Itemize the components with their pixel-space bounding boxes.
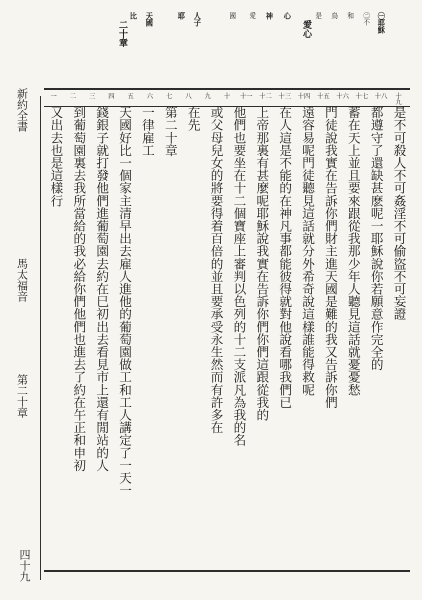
text-column: 門徒說我實在告訴你們財主進天國是難的我又告訴你們 [322,106,338,409]
verse-number: 十九 [395,93,402,107]
top-note-4: 鳥 [329,12,338,19]
bottom-rule [44,570,410,572]
verse-number: 十三 [278,93,292,100]
top-note-8: 愛 [247,12,256,19]
text-column: 都遵守了還缺甚麽呢一耶穌說你若願意作完全的 [368,106,384,371]
top-note-6: 心 [283,12,293,20]
margin-divider [40,96,41,580]
text-column: 又出去也是這樣行 [48,106,64,207]
verse-number: 六 [146,93,154,100]
text-column: 他們也要坐在十二個寶座上審判以色列的十二支派凡為我的名 [231,106,247,447]
verse-number: 九 [204,93,211,100]
verse-number-row [44,94,410,106]
top-heart-label: 愛心 [301,20,311,38]
top-note-1: ㊀耶穌 [377,12,387,34]
page-number: 四十九 [18,549,31,582]
running-head-gospel: 馬太福音 [15,258,29,302]
text-column: 第二十章 [162,106,178,157]
running-head [16,88,30,568]
verse-number: 十八 [374,93,388,100]
running-head-book: 新約全書 [15,88,29,132]
verse-number: 十五 [317,93,330,100]
top-rule [44,88,410,90]
verse-number: 七 [166,93,173,100]
running-head-chapter: 第二十章 [15,374,29,418]
text-column: 是不可殺人不可姦淫不可偷盜不可妄證 [391,106,407,321]
verse-number: 十六 [336,93,349,100]
main-text-body [44,106,410,568]
top-note-5: 是 [313,12,322,19]
verse-number: 一 [50,93,57,100]
top-chapter-label: 二十章 [117,20,127,47]
text-column: 上帝那裏有甚麼呢耶穌說我實在告訴你們你們這跟從我的 [254,106,270,421]
verse-number: 十 [223,93,231,100]
top-note-7: 神 [265,12,275,20]
text-column: 到葡萄園裏去我所當給的我必給你們他們也進去了約在午正和申初 [71,106,87,472]
text-column: 遠容易呢門徒聽見這話就分外希奇說這樣誰能得救呢 [300,106,316,396]
verse-number: 四 [108,93,115,100]
text-column: 錢銀子就打發他們進葡萄園去約在巳初出去看見市上還有閒站的人 [94,106,110,472]
top-annotation-strip [44,12,410,92]
text-column: 在先 [185,106,201,132]
verse-number: 二 [69,93,77,100]
text-column: 蓄在天上並且要來跟從我那少年人聽見這話就憂憂愁 [345,106,361,396]
verse-number: 十七 [355,93,369,100]
verse-number: 十二 [259,93,272,100]
text-column: 在人這是不能的在神凡事都能彼得就對他說看哪我們已 [277,106,293,409]
top-note-11: 耶 [177,12,187,20]
top-note-3: 和 [345,12,354,19]
text-column: 天國好比一個家主清早出去雇人進他的葡萄園做工和工人講定了一天一 [117,106,133,497]
top-note-10: 人子 [193,12,203,27]
top-note-9: 國 [227,12,236,19]
text-column: 或父母兒女的將要得着百倍的並且要承受永生然而有許多在 [208,106,224,434]
text-column: 一律雇工 [139,106,155,157]
verse-number: 三 [89,93,96,100]
verse-number: 八 [185,93,192,100]
top-note-2: ㊁不 [361,12,370,26]
verse-number: 十一 [239,93,253,100]
top-note-12: 天國 [145,12,155,27]
top-note-13: 比 [129,12,139,20]
verse-number: 五 [127,93,134,100]
verse-number: 十四 [297,93,311,100]
